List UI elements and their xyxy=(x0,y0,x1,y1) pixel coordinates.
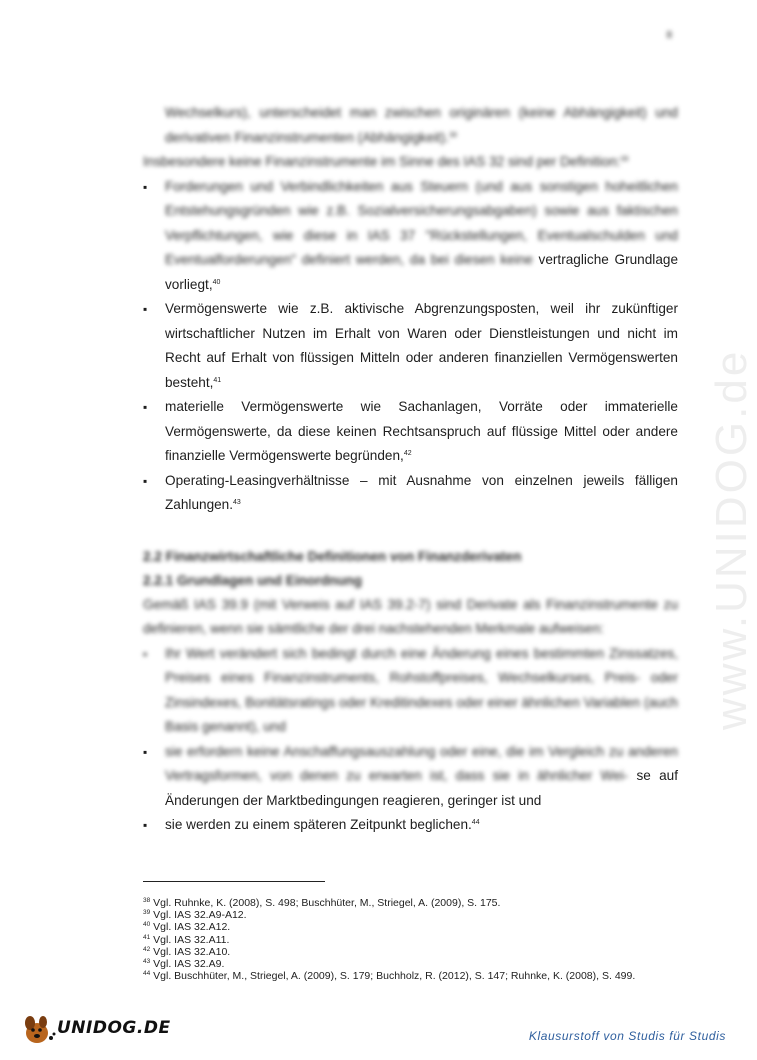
section-intro: Gemäß IAS 39.9 (mit Verweis auf IAS 39.2-7) sind Derivate als Finanzinstrumente zu definieren, wenn sie sämtliche der drei nachstehenden Merkmale aufweisen: xyxy=(143,596,678,636)
section-heading: 2.2 Finanzwirtschaftliche Definitionen von Finanzderivaten xyxy=(143,548,522,564)
footnote: $^{42}$ Vgl. IAS 32.A10. xyxy=(143,945,231,958)
footnote: $^{41}$ Vgl. IAS 32.A11. xyxy=(143,933,230,946)
watermark: www.UNIDOG.de xyxy=(707,348,756,730)
footnote: $^{43}$ Vgl. IAS 32.A9. xyxy=(143,958,225,971)
unidog-logo[interactable] xyxy=(22,1013,171,1047)
page-number: 8 xyxy=(666,30,672,41)
list-item: ▪ sie werden zu einem späteren Zeitpunkt beglichen.$^{44}$ xyxy=(143,813,678,838)
list-item: ▪ sie erfordern keine Anschaffungsauszahlung oder eine, die im Vergleich zu anderen Vertragsformen, von denen zu erwarten ist, dass sie in ähnlicher Wei- se auf Änderungen der Marktbedingungen reagieren, geringer ist und xyxy=(143,740,678,814)
footnotes xyxy=(143,897,703,982)
logo-text: UNIDOG.DE xyxy=(57,1018,171,1038)
tagline: Klausurstoff von Studis für Studis xyxy=(528,1029,726,1043)
footnote: $^{38}$ Vgl. Ruhnke, K. (2008), S. 498; Buschhüter, M., Striegel, A. (2009), S. 175. xyxy=(143,897,501,909)
bullet-list-exclusions xyxy=(143,175,678,518)
bullet-list-criteria xyxy=(143,642,678,838)
dog-icon xyxy=(22,1013,58,1047)
main-text xyxy=(143,101,678,838)
subsection-heading: 2.2.1 Grundlagen und Einordnung xyxy=(143,572,363,588)
list-item: ▪ Vermögenswerte wie z.B. aktivische Abgrenzungsposten, weil ihr zukünftiger wirtschaftlicher Nutzen im Erhalt von Waren oder Dienstleistungen und nicht im Recht auf Erhalt von flüssigen Mitteln oder anderen finanziellen Vermögenswerten besteht,$^{41}$ xyxy=(143,297,678,395)
blurred-paragraph-1: Wechselkurs), unterscheidet man zwischen originären (keine Abhängigkeit) und derivativen Finanzinstrumenten (Abhängigkeit).$^{38}$ xyxy=(165,105,678,145)
footnote: $^{44}$ Vgl. Buschhüter, M., Striegel, A. (2009), S. 179; Buchholz, R. (2012), S. 147; Ruhnke, K. (2008), S. 499. xyxy=(143,970,636,983)
list-item: ▪ Forderungen und Verbindlichkeiten aus Steuern (und aus sonstigen hoheitlichen Entstehungsgründen wie z.B. Sozialversicherungsabgaben) sowie aus faktischen Verpflichtungen, wie diese in IAS 37 "Rückstellungen, Eventualschulden und Eventualforderungen" definiert werden, da bei diesen keine vertragliche Grundlage vorliegt,$^{40}$ xyxy=(143,175,678,298)
footnote: $^{40}$ Vgl. IAS 32.A12. xyxy=(143,921,231,934)
list-item: ▪ Ihr Wert verändert sich bedingt durch eine Änderung eines bestimmten Zinssatzes, Preises eines Finanzinstruments, Rohstoffpreises, Wechselkurses, Preis- oder Zinsindexes, Bonitätsratings oder Kreditindexes oder einer ähnlichen Variablen (auch Basis genannt), und xyxy=(143,642,678,740)
blurred-paragraph-2: Insbesondere keine Finanzinstrumente im Sinne des IAS 32 sind per Definition:$^{39}$ xyxy=(143,154,629,169)
list-item: ▪ Operating-Leasingverhältnisse – mit Ausnahme von einzelnen jeweils fälligen Zahlungen.$^{43}$ xyxy=(143,469,678,518)
list-item: ▪ materielle Vermögenswerte wie Sachanlagen, Vorräte oder immaterielle Vermögenswerte, da diese keinen Rechtsanspruch auf flüssige Mittel oder andere finanzielle Vermögenswerte begründen,$^{42}$ xyxy=(143,395,678,469)
footnote-divider xyxy=(143,881,325,882)
footnote: $^{39}$ Vgl. IAS 32.A9-A12. xyxy=(143,909,247,922)
